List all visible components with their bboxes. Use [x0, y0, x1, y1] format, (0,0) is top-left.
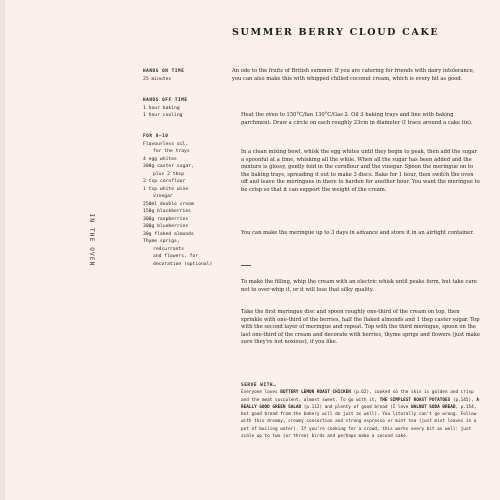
ingredient-item: and flowers, for [153, 254, 199, 259]
serve-with-segment: (p.62), cooked so the skin is golden and crisp and the meat succulent, almost sweet. To go with it, [241, 390, 474, 403]
ingredient-item: vinegar [153, 194, 173, 199]
hands-off-line: 1 hour baking [143, 105, 180, 111]
ingredient-item: Thyme sprigs, [143, 239, 180, 244]
serve-with-segment: Everyone loves [241, 390, 281, 396]
method-step: To make the filling, whip the cream with an electric whisk until peaks form, but take care not to over-whip it, or it will lose that silky quality. [241, 279, 477, 293]
method-step: Take the first meringue disc and spoon roughly one-third of the cream on top, then sprinkle with one-third of the berries, half the flaked almonds and 1 tbsp caster sugar. Top with the second layer of meringue and repeat. Top with the third meringue, spoon on the last one-third of the cream and decorate with berries, thyme sprigs and flowers (just make sure they're not noxious), if you like. [241, 309, 480, 346]
ingredient-item: plus 2 tbsp [153, 171, 185, 177]
serve-with-text [241, 389, 481, 440]
ingredient-item: 30g flaked almonds [143, 231, 194, 237]
ingredient-item: 250ml double cream [143, 201, 194, 207]
hands-on-value: 25 minutes [143, 76, 172, 82]
ingredient-item: 4 egg whites [143, 156, 177, 162]
hands-off-label: HANDS OFF TIME [143, 98, 188, 103]
intro-paragraph: An ode to the fruits of British summer. If you are catering for friends with dairy intolerance, you can also make this with whipped chilled coconut cream, which is every bit as good. [232, 68, 475, 82]
method-step: Heat the oven to 150°C/fan 130°C/Gas 2. Oil 3 baking trays and line with baking parchment. Draw a circle on each roughly 23cm in diameter (I trace around a cake tin). [241, 112, 473, 126]
ingredient-item: 1 tsp white wine [143, 186, 189, 192]
ingredient-item: Flavourless oil, [143, 141, 189, 147]
serve-with-label: SERVE WITH… [241, 383, 277, 388]
serve-with-segment: (p.112) and plenty of good bread (I love [301, 404, 411, 410]
hands-off-line: 1 hour cooling [143, 113, 183, 118]
ingredient-item: 2 tsp cornflour [143, 179, 186, 184]
ingredient-item: 150g blackberries [143, 209, 191, 214]
method-step: In a clean mixing bowl, whisk the egg whites until they begin to peak, then add the sugar a spoonful at a time, whisking all the while. When all the sugar has been added and the mixture is glossy, gently fold in the cornflour and the vinegar. Spoon the meringue on to the baking trays, spreading it out to make 3 discs. Bake for 1 hour, then switch the oven off and leave the meringues in there to harden for another hour. You want the meringue to be crisp so that it can support the weight of the cream. [241, 149, 480, 193]
hands-on-label: HANDS ON TIME [143, 69, 185, 74]
serves-label: FOR 8–10 [143, 134, 169, 139]
hands-off-time [143, 97, 221, 120]
ingredients-list [143, 133, 221, 268]
ingredient-item: redcurrants [153, 246, 185, 252]
ingredient-items [143, 141, 221, 269]
ingredient-item: decoration (optional) [153, 261, 213, 267]
method-step: You can make the meringue up to 3 days in advance and store it in an airtight container. [241, 230, 474, 236]
recipe-reference: THE SIMPLEST ROAST POTATOES [379, 397, 451, 403]
hands-on-time [143, 68, 221, 83]
serve-with-segment: , p.154, but good bread from the bakery will do just as well). You literally can't go wrong. Follow with this dreamy, creamy concoction and strong espresso or mint tea (just mint leaves in a pot of boiling water). If you're cooking for a crowd, this works every bit as well: just scale up to two (or three) birds and perhaps make a second cake. [241, 404, 477, 440]
ingredient-item: 300g caster sugar, [143, 164, 194, 169]
serve-with-section [241, 382, 481, 440]
section-divider [241, 265, 251, 266]
recipe-reference: BUTTERY LEMON ROAST CHICKEN [280, 390, 351, 396]
recipe-reference: WALNUT SODA BREAD [411, 404, 456, 410]
ingredient-item: 300g blueberries [143, 224, 189, 229]
ingredient-item: 300g raspberries [143, 216, 189, 222]
chapter-spine-label: IN THE OVEN [88, 213, 95, 267]
ingredient-item: for the trays [153, 149, 190, 154]
serve-with-segment: (p.145), [450, 397, 477, 403]
recipe-title: SUMMER BERRY CLOUD CAKE [232, 27, 440, 38]
recipe-reference: A REALLY GOOD GREEN SALAD [241, 397, 479, 410]
